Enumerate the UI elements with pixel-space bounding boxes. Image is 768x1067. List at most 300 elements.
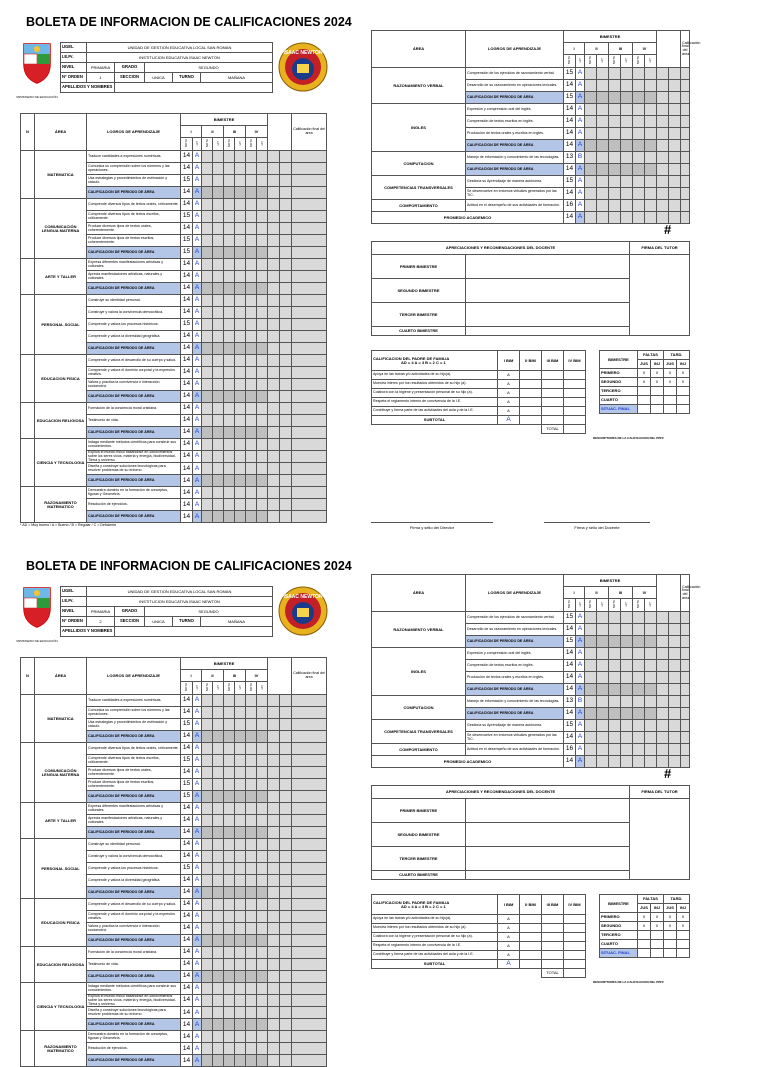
grade-cell (202, 187, 213, 199)
grade-cell (235, 211, 246, 223)
grade-cell (280, 743, 292, 755)
grade-cell (268, 499, 280, 511)
grade-value: 15 (181, 211, 193, 223)
padre-cell (520, 942, 542, 951)
grade-value: 14 (181, 283, 193, 295)
grade-cell (268, 331, 280, 343)
grade-cell (280, 187, 292, 199)
padre-value: A (498, 389, 520, 398)
grade-cell (257, 439, 268, 451)
grade-cell (268, 959, 280, 971)
grade-cell (621, 624, 633, 636)
grade-letter: A (193, 367, 202, 379)
grade-cell (257, 839, 268, 851)
logro-text: CALIFICACION DE PERIODO DE ÁREA (466, 636, 564, 648)
grade-cell (235, 743, 246, 755)
area-number (21, 899, 35, 947)
logro-text: Resolución de ejercicios. (87, 1043, 181, 1055)
grade-cell (268, 427, 280, 439)
grade-cell (633, 696, 645, 708)
firma-tutor-header: FIRMA DEL TUTOR (630, 242, 690, 255)
logro-text: Construye su identidad personal. (87, 839, 181, 851)
col-area: ÁREA (35, 658, 87, 695)
padre-subtotal-value: A (498, 960, 520, 969)
grade-cell (292, 283, 327, 295)
grade-cell (202, 199, 213, 211)
grade-cell (633, 80, 645, 92)
grade-cell (657, 164, 669, 176)
grade-cell (292, 439, 327, 451)
grade-cell (621, 708, 633, 720)
grade-value: 14 (181, 151, 193, 163)
area-number (21, 259, 35, 295)
padre-criterion: Colabora con la higiene y presentación personal de su hijo (a). (372, 389, 498, 398)
grade-cell (202, 875, 213, 887)
grade-cell (224, 695, 235, 707)
grade-cell (246, 367, 257, 379)
grade-cell (202, 463, 213, 475)
grade-cell (257, 271, 268, 283)
grade-cell (213, 983, 224, 995)
grade-cell (257, 779, 268, 791)
padre-subtotal-label: SUBTOTAL (372, 960, 498, 969)
grade-value: 15 (564, 612, 576, 624)
grade-cell (257, 379, 268, 391)
grade-cell (280, 815, 292, 827)
sub-header-label: LIT (237, 141, 242, 146)
grade-cell (292, 875, 327, 887)
grade-cell (213, 475, 224, 487)
grade-letter: A (193, 235, 202, 247)
bimestre-header: IV (633, 587, 657, 599)
grade-cell (268, 899, 280, 911)
grade-cell (202, 271, 213, 283)
grade-cell (585, 104, 597, 116)
grade-cell (235, 163, 246, 175)
grade-cell (609, 164, 621, 176)
sub-header (213, 138, 224, 151)
asistencia-value: 0 (638, 369, 651, 378)
grade-cell (246, 887, 257, 899)
turno-label: TURNO (173, 73, 201, 83)
grade-cell (246, 779, 257, 791)
grade-cell (669, 104, 681, 116)
grade-value: 14 (181, 475, 193, 487)
grade-cell (292, 1055, 327, 1067)
padre-cell (564, 942, 586, 951)
grade-cell (669, 720, 681, 732)
sub-header (257, 138, 268, 151)
grade-value: 15 (181, 719, 193, 731)
grade-cell (202, 319, 213, 331)
grade-cell (246, 815, 257, 827)
grade-cell (235, 271, 246, 283)
area-number (21, 199, 35, 259)
grade-value: 15 (181, 755, 193, 767)
grade-cell (202, 959, 213, 971)
grade-cell (268, 175, 280, 187)
area-name: RAZONAMIENTO VERBAL (372, 68, 466, 104)
grade-cell (213, 367, 224, 379)
grade-cell (633, 624, 645, 636)
grade-cell (280, 1043, 292, 1055)
grade-letter: A (576, 68, 585, 80)
grade-cell (235, 791, 246, 803)
sub-header-label: NOTA (636, 600, 640, 609)
iep-label: I.E.Pr. (61, 597, 87, 607)
logro-text: CALIFICACION DE PERIODO DE ÁREA (466, 164, 564, 176)
area-number (21, 839, 35, 899)
grade-cell (235, 199, 246, 211)
grade-cell (280, 259, 292, 271)
grade-cell (585, 200, 597, 212)
grade-cell (235, 731, 246, 743)
grade-cell (213, 151, 224, 163)
grade-cell (292, 379, 327, 391)
padre-title: CALIFICACION DEL PADRE DE FAMILIA (373, 899, 450, 905)
grade-cell (645, 696, 657, 708)
grade-cell (235, 803, 246, 815)
grade-value: 14 (181, 995, 193, 1007)
grade-cell (609, 116, 621, 128)
grade-letter: A (193, 223, 202, 235)
grade-cell (213, 415, 224, 427)
grade-letter: A (193, 403, 202, 415)
sub-header (645, 55, 657, 68)
grade-cell (657, 660, 669, 672)
grade-value: 14 (181, 947, 193, 959)
grade-cell (257, 947, 268, 959)
grade-cell (681, 152, 690, 164)
grade-cell (224, 487, 235, 499)
sub-header-label: NOTA (204, 139, 209, 148)
grade-letter: A (193, 695, 202, 707)
grade-cell (280, 487, 292, 499)
grade-cell (633, 732, 645, 744)
grade-cell (202, 1019, 213, 1031)
area-name: COMPORTAMIENTO (372, 200, 466, 212)
asistencia-label: TERCERO (600, 387, 638, 396)
report-card-2 (0, 544, 768, 1064)
asistencia-table (599, 350, 690, 414)
grade-cell (657, 636, 669, 648)
grade-cell (633, 200, 645, 212)
logro-text: Producción de textos orales y escritos en inglés. (466, 128, 564, 140)
asistencia-value (677, 949, 690, 958)
grade-value: 14 (181, 983, 193, 995)
grade-value: 14 (181, 959, 193, 971)
grade-cell (645, 116, 657, 128)
padre-criterion: Apoya en las tareas y/o actividades de su hijo(a). (372, 371, 498, 380)
grade-cell (213, 271, 224, 283)
grade-cell (268, 187, 280, 199)
grade-cell (224, 1019, 235, 1031)
padre-subtotal-value: A (498, 416, 520, 425)
padre-cell (564, 389, 586, 398)
logro-text: Valora y practica la convivencia e interacción sociomotriz. (87, 923, 181, 935)
grade-cell (657, 116, 669, 128)
grade-cell (585, 116, 597, 128)
grade-cell (224, 199, 235, 211)
grade-cell (292, 403, 327, 415)
asistencia-value: 0 (651, 369, 664, 378)
area-name: MATEMATICA (35, 695, 87, 743)
grade-cell (235, 875, 246, 887)
sub-header-label: NOTA (636, 56, 640, 65)
sub-header (564, 599, 576, 612)
area-number (21, 439, 35, 487)
logro-text: CALIFICACION DE PERIODO DE ÁREA (87, 187, 181, 199)
padre-value: A (498, 933, 520, 942)
grade-cell (202, 731, 213, 743)
logro-text: Comprende y valora el desarrollo de su cuerpo y salud. (87, 899, 181, 911)
grade-cell (280, 935, 292, 947)
grade-cell (609, 756, 621, 768)
grade-cell (621, 116, 633, 128)
grade-cell (235, 415, 246, 427)
grade-cell (224, 175, 235, 187)
grade-cell (246, 427, 257, 439)
apreciaciones-row: SEGUNDO BIMESTRE (372, 823, 466, 847)
grade-cell (246, 163, 257, 175)
grade-cell (280, 439, 292, 451)
sub-header-label: LIT (577, 602, 582, 607)
grade-cell (202, 863, 213, 875)
grade-cell (213, 911, 224, 923)
padre-cell (520, 389, 542, 398)
nivel-value: PRIMARIA (87, 63, 115, 73)
logro-text: Comprende diversos tipos de textos escritos, críticamente. (87, 755, 181, 767)
grade-cell (597, 152, 609, 164)
grade-cell (268, 1055, 280, 1067)
grade-value: 14 (181, 307, 193, 319)
grade-cell (585, 648, 597, 660)
grade-cell (645, 684, 657, 696)
grade-cell (669, 684, 681, 696)
grade-cell (657, 696, 669, 708)
grade-cell (633, 212, 645, 224)
grade-value: 14 (181, 355, 193, 367)
grade-value: 14 (564, 116, 576, 128)
grade-cell (585, 624, 597, 636)
grade-value: 14 (181, 1055, 193, 1067)
sub-header-label: LIT (600, 602, 604, 607)
grade-letter: A (193, 355, 202, 367)
logro-text: Comprende y valora el dominio corporal y la expresión creativa. (87, 911, 181, 923)
grade-value: 14 (181, 815, 193, 827)
grade-cell (213, 695, 224, 707)
grade-cell (257, 223, 268, 235)
table-row (21, 487, 327, 499)
grade-cell (585, 660, 597, 672)
bimestre-header: II (202, 126, 224, 138)
sub-header (246, 682, 257, 695)
padre-cell (542, 389, 564, 398)
grade-cell (235, 403, 246, 415)
logro-text: Traduce cantidades a expresiones numéricas. (87, 151, 181, 163)
grade-cell (257, 451, 268, 463)
area-name: COMPUTACION (372, 696, 466, 720)
logro-text: CALIFICACION DE PERIODO DE ÁREA (466, 140, 564, 152)
grade-cell (645, 660, 657, 672)
grade-cell (257, 851, 268, 863)
padre-row (372, 389, 586, 398)
grade-cell (268, 923, 280, 935)
grade-cell (645, 68, 657, 80)
grade-cell (257, 875, 268, 887)
grade-cell (280, 923, 292, 935)
nivel-label: NIVEL (61, 63, 87, 73)
grade-cell (268, 767, 280, 779)
apellidos-label: APELLIDOS Y NOMBRES (61, 627, 115, 637)
asistencia-value (651, 387, 664, 396)
asistencia-value (664, 396, 677, 405)
grade-cell (268, 223, 280, 235)
grade-cell (669, 708, 681, 720)
grade-cell (213, 295, 224, 307)
grade-cell (681, 636, 690, 648)
col-bimestre: BIMESTRE (564, 575, 657, 587)
grade-cell (257, 511, 268, 523)
grade-cell (280, 959, 292, 971)
grade-cell (213, 259, 224, 271)
grade-letter: A (576, 636, 585, 648)
sub-header-label: LIT (577, 58, 582, 63)
padre-col: II BIM (520, 895, 542, 915)
bimestre-header: IV (633, 43, 657, 55)
grade-letter: A (576, 660, 585, 672)
col-n: N (21, 658, 35, 695)
grade-cell (609, 200, 621, 212)
grade-cell (224, 983, 235, 995)
col-bimestre: BIMESTRE (564, 31, 657, 43)
grade-letter: A (193, 959, 202, 971)
grade-cell (292, 1019, 327, 1031)
grade-cell (257, 403, 268, 415)
col-area: ÁREA (35, 114, 87, 151)
grade-value: 15 (564, 92, 576, 104)
grade-cell (246, 259, 257, 271)
grade-cell (213, 451, 224, 463)
grade-cell (597, 188, 609, 200)
grade-cell (609, 80, 621, 92)
grade-cell (202, 223, 213, 235)
grade-cell (585, 128, 597, 140)
grade-cell (235, 367, 246, 379)
asistencia-row (600, 378, 690, 387)
bimestre-header: IV (246, 670, 268, 682)
promedio-value: 14 (564, 212, 576, 224)
promedio-letter: A (576, 212, 585, 224)
grade-cell (257, 355, 268, 367)
grade-cell (681, 212, 690, 224)
logro-text: Producción de textos orales y escritos en inglés. (466, 672, 564, 684)
turno-label: TURNO (173, 617, 201, 627)
grade-cell (235, 355, 246, 367)
grade-cell (202, 391, 213, 403)
logro-text: CALIFICACION DE PERIODO DE ÁREA (87, 511, 181, 523)
grade-cell (213, 247, 224, 259)
grade-cell (681, 756, 690, 768)
grade-cell (257, 187, 268, 199)
grade-cell (585, 732, 597, 744)
grade-cell (235, 247, 246, 259)
grade-cell (280, 331, 292, 343)
grade-cell (257, 1031, 268, 1043)
grade-value: 14 (181, 331, 193, 343)
grade-letter: A (576, 188, 585, 200)
grade-cell (246, 307, 257, 319)
table-row (21, 839, 327, 851)
grade-cell (224, 403, 235, 415)
grade-cell (235, 343, 246, 355)
sub-header (235, 138, 246, 151)
grade-cell (202, 851, 213, 863)
asistencia-value (651, 405, 664, 414)
padre-criterion: Apoya en las tareas y/o actividades de su hijo(a). (372, 915, 498, 924)
grade-cell (257, 803, 268, 815)
grade-cell (669, 176, 681, 188)
asistencia-value (664, 940, 677, 949)
grade-cell (235, 971, 246, 983)
grade-cell (280, 151, 292, 163)
grade-cell (280, 839, 292, 851)
grade-letter: A (576, 624, 585, 636)
grade-cell (213, 719, 224, 731)
asist-bimestre: BIMESTRE (600, 895, 638, 913)
area-name: EDUCACION FISICA (35, 355, 87, 403)
grade-cell (292, 923, 327, 935)
padre-cell (542, 407, 564, 416)
grade-cell (645, 636, 657, 648)
grade-value: 14 (181, 403, 193, 415)
grade-cell (202, 923, 213, 935)
grade-cell (633, 612, 645, 624)
grade-cell (609, 636, 621, 648)
grade-cell (609, 176, 621, 188)
grade-value: 14 (181, 839, 193, 851)
grade-letter: A (193, 379, 202, 391)
grade-cell (213, 379, 224, 391)
logro-text: Produce diversos tipos de textos orales, coherentemente. (87, 767, 181, 779)
grade-cell (202, 499, 213, 511)
grade-cell (268, 151, 280, 163)
grade-cell (213, 767, 224, 779)
sub-header (181, 682, 193, 695)
area-name: COMPUTACION (372, 152, 466, 176)
grade-cell (202, 791, 213, 803)
grade-cell (292, 271, 327, 283)
logro-text: Testimonio de vida. (87, 415, 181, 427)
col-logros: LOGROS DE APRENDIZAJE (87, 114, 181, 151)
grade-cell (292, 983, 327, 995)
grade-cell (257, 743, 268, 755)
grade-cell (246, 247, 257, 259)
grade-cell (213, 851, 224, 863)
grade-cell (202, 163, 213, 175)
grade-letter: A (193, 815, 202, 827)
grade-cell (213, 307, 224, 319)
grade-cell (633, 648, 645, 660)
grade-cell (235, 151, 246, 163)
grade-value: 14 (181, 187, 193, 199)
grade-cell (268, 1031, 280, 1043)
grade-value: 15 (181, 791, 193, 803)
grade-cell (268, 983, 280, 995)
padre-row (372, 942, 586, 951)
padre-cell (542, 371, 564, 380)
grade-cell (224, 851, 235, 863)
